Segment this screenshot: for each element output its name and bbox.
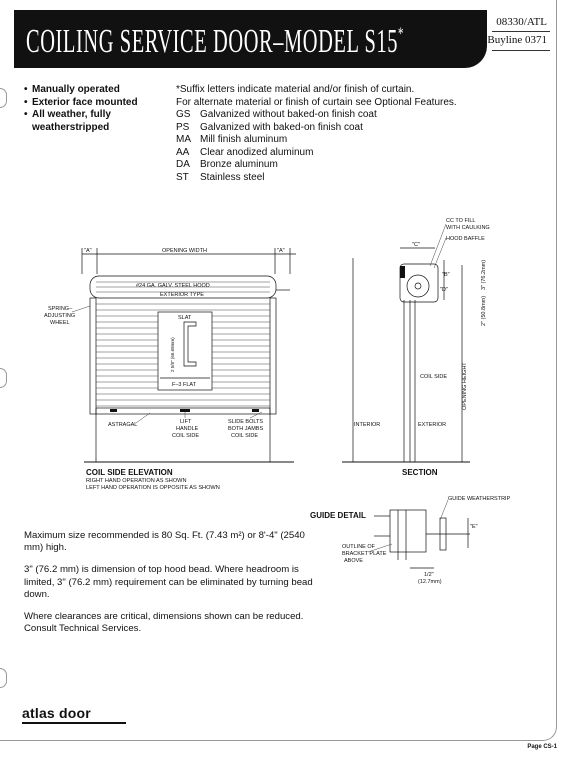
suffix-code: PS [176,121,190,133]
suffix-text: Mill finish aluminum [200,134,288,145]
bracket-label: BRACKET PLATE [342,551,387,557]
suffix-note: For alternate material or finish of curtain see Optional Features. [176,96,457,108]
suffix-code: DA [176,159,190,170]
hood-baffle-label: HOOD BAFFLE [446,236,485,242]
notes [24,530,314,645]
dim-2in: 2" (50.8mm) [481,295,487,326]
spring-label: SPRING– [48,306,73,312]
weatherstrip-label: GUIDE WEATHERSTRIP [448,496,511,502]
suffix-text: Galvanized without baked-on finish coat [200,109,377,120]
bracket-label: OUTLINE OF [342,544,376,550]
spring-label: WHEEL [50,320,70,326]
lift-label: HANDLE [176,426,199,432]
coil-side-label: COIL SIDE [420,374,447,380]
hood-label: #24 GA. GALV. STEEL HOOD [136,283,210,289]
suffix-code: MA [176,134,191,145]
opening-width-label: OPENING WIDTH [162,248,207,254]
page-title: COILING SERVICE DOOR–MODEL S15* [26,23,405,60]
dim-d: "D" [440,287,448,293]
suffix-code: GS [176,109,191,120]
spring-label: ADJUSTING [44,313,76,319]
page-number: Page CS-1 [527,744,557,750]
cc-label: WITH CAULKING [446,225,490,231]
bracket-label: ABOVE [344,558,363,564]
note-paragraph: Maximum size recommended is 80 Sq. Ft. (7.43 m²) or 8'-4" (2540 mm) high. [24,530,305,554]
elevation-subcaption: RIGHT HAND OPERATION AS SHOWN [86,478,187,484]
slat-label: SLAT [178,315,192,321]
suffix-note: *Suffix letters indicate material and/or finish of curtain. [176,84,415,95]
dim-half-mm: (12.7mm) [418,579,442,585]
slat-dim-label: 2 5/8" (66.68mm) [170,337,175,372]
feature-item: • Exterior face mounted [24,97,138,110]
suffix-text: Stainless steel [200,171,265,183]
exterior-label: EXTERIOR [418,422,447,428]
buyline-code: Buyline 0371 [487,34,547,46]
dim-a-left: "A" [84,248,92,254]
left-guide [90,298,96,414]
feature-item-cont: weatherstripped [32,121,110,133]
dim-b: "B" [442,272,450,278]
section-caption: SECTION [402,468,438,477]
cc-label: CC TO FILL [446,218,476,224]
suffix-text: Bronze aluminum [200,159,278,170]
feature-item: • All weather, fully [24,109,138,122]
spec-code: 08330/ATL [496,16,547,28]
note-paragraph: 3" (76.2 mm) is dimension of top hood bead. Where headroom is limited, 3" (76.2 mm) requirement can be eliminated by turning bead down. [24,564,313,600]
guide-caption: GUIDE DETAIL [310,511,366,520]
suffix-code: AA [176,146,190,158]
suffix-text: Galvanized with baked-on finish coat [200,121,363,133]
dim-e: "E" [470,524,478,530]
note-paragraph: Where clearances are critical, dimensions shown can be reduced. Consult Technical Services. [24,611,304,635]
interior-label: INTERIOR [354,422,381,428]
slide-bolts-label: SLIDE BOLTS [228,419,264,425]
suffix-text: Clear anodized aluminum [200,146,314,158]
feature-item: • Manually operated [24,84,138,97]
dim-half: 1/2" [424,572,434,578]
astragal-label: ASTRAGAL [108,422,138,428]
atlas-door-logo: atlas door [22,705,91,721]
slide-bolts-label: COIL SIDE [231,433,258,439]
lift-label: COIL SIDE [172,433,199,439]
coil-barrel [407,275,429,297]
elevation-subcaption: LEFT HAND OPERATION IS OPPOSITE AS SHOWN [86,485,220,491]
right-guide [270,298,276,414]
guide-detail-body [390,510,426,552]
elevation-caption: COIL SIDE ELEVATION [86,468,173,477]
flat-label: F–3 FLAT [172,382,197,388]
exterior-type-label: EXTERIOR TYPE [160,292,204,298]
slide-bolts-label: BOTH JAMBS [228,426,264,432]
dim-c: "C" [412,242,420,248]
dim-3in: 3" (76.2mm) [481,259,487,290]
suffix-code: ST [176,171,189,183]
hood-bead [400,266,405,278]
opening-height-label: OPENING HEIGHT [462,362,468,410]
dim-a-right: "A" [277,248,285,254]
lift-label: LIFT [180,419,192,425]
logo-underline [22,722,126,724]
